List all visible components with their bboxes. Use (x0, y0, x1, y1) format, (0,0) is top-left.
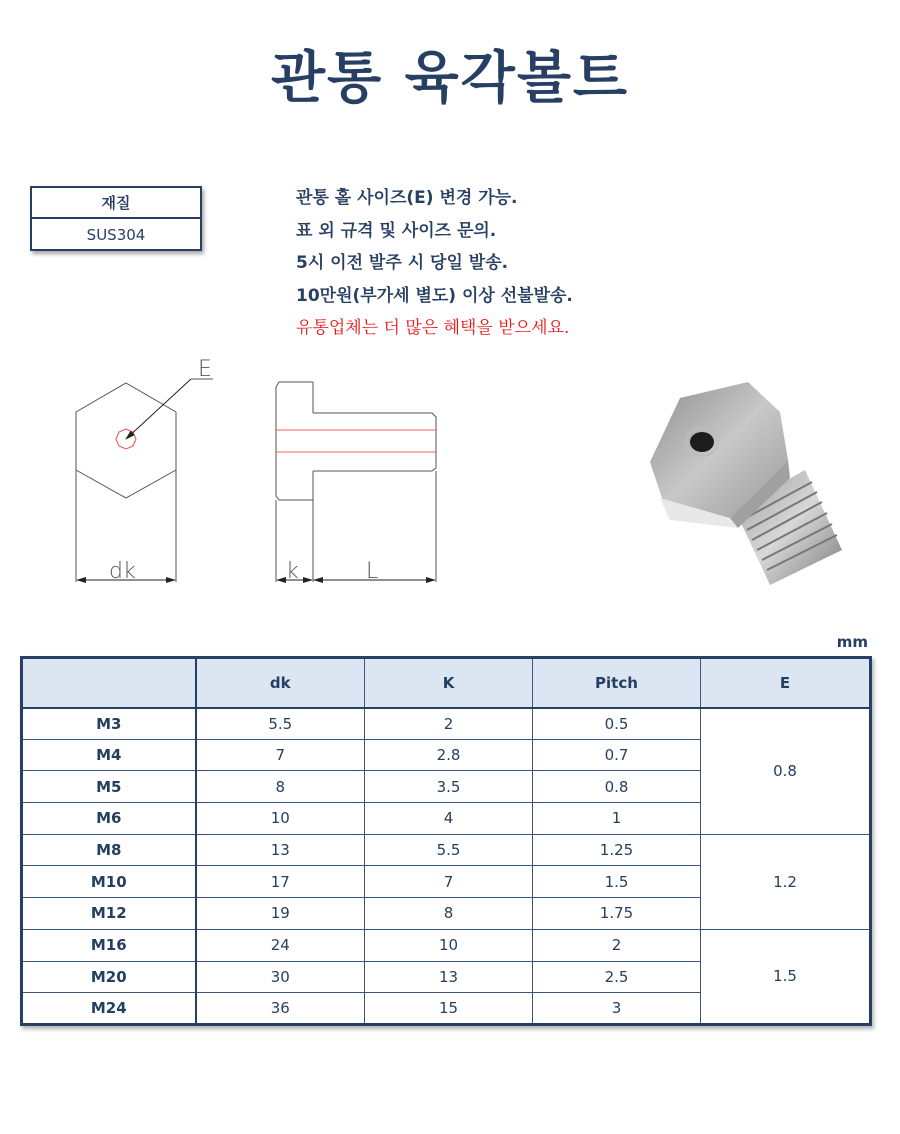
technical-drawing (60, 350, 460, 600)
cell-pitch: 0.5 (533, 708, 701, 740)
notes-list (296, 184, 573, 347)
page-title: 관통 육각볼트 (270, 46, 630, 111)
cell-dk: 30 (196, 961, 365, 993)
cell-k: 2.8 (365, 739, 533, 771)
cell-size: M8 (22, 834, 196, 866)
cell-dk: 10 (196, 803, 365, 835)
cell-size: M3 (22, 708, 196, 740)
cell-dk: 24 (196, 929, 365, 961)
bolt-photo (630, 370, 860, 600)
cell-k: 15 (365, 993, 533, 1025)
cell-size: M6 (22, 803, 196, 835)
note-item-highlight: 유통업체는 더 많은 혜택을 받으세요. (296, 318, 570, 338)
cell-size: M16 (22, 929, 196, 961)
cell-k: 4 (365, 803, 533, 835)
e-label: E (198, 357, 212, 382)
cell-size: M20 (22, 961, 196, 993)
cell-size: M10 (22, 866, 196, 898)
cell-pitch: 1.75 (533, 898, 701, 930)
cell-k: 13 (365, 961, 533, 993)
header-k: K (365, 658, 533, 708)
cell-dk: 5.5 (196, 708, 365, 740)
material-label: 재질 (32, 188, 200, 219)
k-label: k (286, 559, 299, 584)
cell-dk: 13 (196, 834, 365, 866)
header-size (22, 658, 196, 708)
material-box (30, 186, 202, 251)
header-e: E (701, 658, 871, 708)
cell-pitch: 3 (533, 993, 701, 1025)
spec-table (20, 656, 872, 1026)
cell-dk: 36 (196, 993, 365, 1025)
cell-pitch: 0.8 (533, 771, 701, 803)
cell-dk: 8 (196, 771, 365, 803)
cell-k: 7 (365, 866, 533, 898)
cell-pitch: 2.5 (533, 961, 701, 993)
cell-e: 0.8 (701, 708, 871, 835)
header-pitch: Pitch (533, 658, 701, 708)
table-row (22, 834, 871, 866)
cell-pitch: 2 (533, 929, 701, 961)
note-item: 표 외 규격 및 사이즈 문의. (296, 220, 497, 241)
e-leader (126, 379, 213, 439)
cell-size: M4 (22, 739, 196, 771)
cell-dk: 19 (196, 898, 365, 930)
cell-dk: 7 (196, 739, 365, 771)
cell-size: M5 (22, 771, 196, 803)
note-item: 관통 홀 사이즈(E) 변경 가능. (296, 188, 518, 208)
cell-k: 5.5 (365, 834, 533, 866)
cell-k: 3.5 (365, 771, 533, 803)
table-row (22, 929, 871, 961)
cell-pitch: 1.25 (533, 834, 701, 866)
cell-e: 1.5 (701, 929, 871, 1024)
table-row (22, 708, 871, 740)
cell-size: M24 (22, 993, 196, 1025)
cell-size: M12 (22, 898, 196, 930)
header-dk: dk (196, 658, 365, 708)
table-header-row (22, 658, 871, 708)
note-item: 10만원(부가세 별도) 이상 선불발송. (296, 285, 573, 306)
cell-k: 2 (365, 708, 533, 740)
cell-pitch: 0.7 (533, 739, 701, 771)
bolt-side-view (276, 382, 436, 582)
material-value: SUS304 (86, 225, 146, 244)
l-label: L (366, 559, 379, 584)
hex-front-view (76, 383, 176, 582)
note-item: 5시 이전 발주 시 당일 발송. (296, 253, 509, 273)
cell-e: 1.2 (701, 834, 871, 929)
cell-pitch: 1.5 (533, 866, 701, 898)
cell-dk: 17 (196, 866, 365, 898)
dk-label: dk (109, 559, 136, 584)
cell-pitch: 1 (533, 803, 701, 835)
cell-k: 10 (365, 929, 533, 961)
unit-label: mm (836, 633, 868, 651)
hole-centerlines (276, 430, 436, 452)
cell-k: 8 (365, 898, 533, 930)
